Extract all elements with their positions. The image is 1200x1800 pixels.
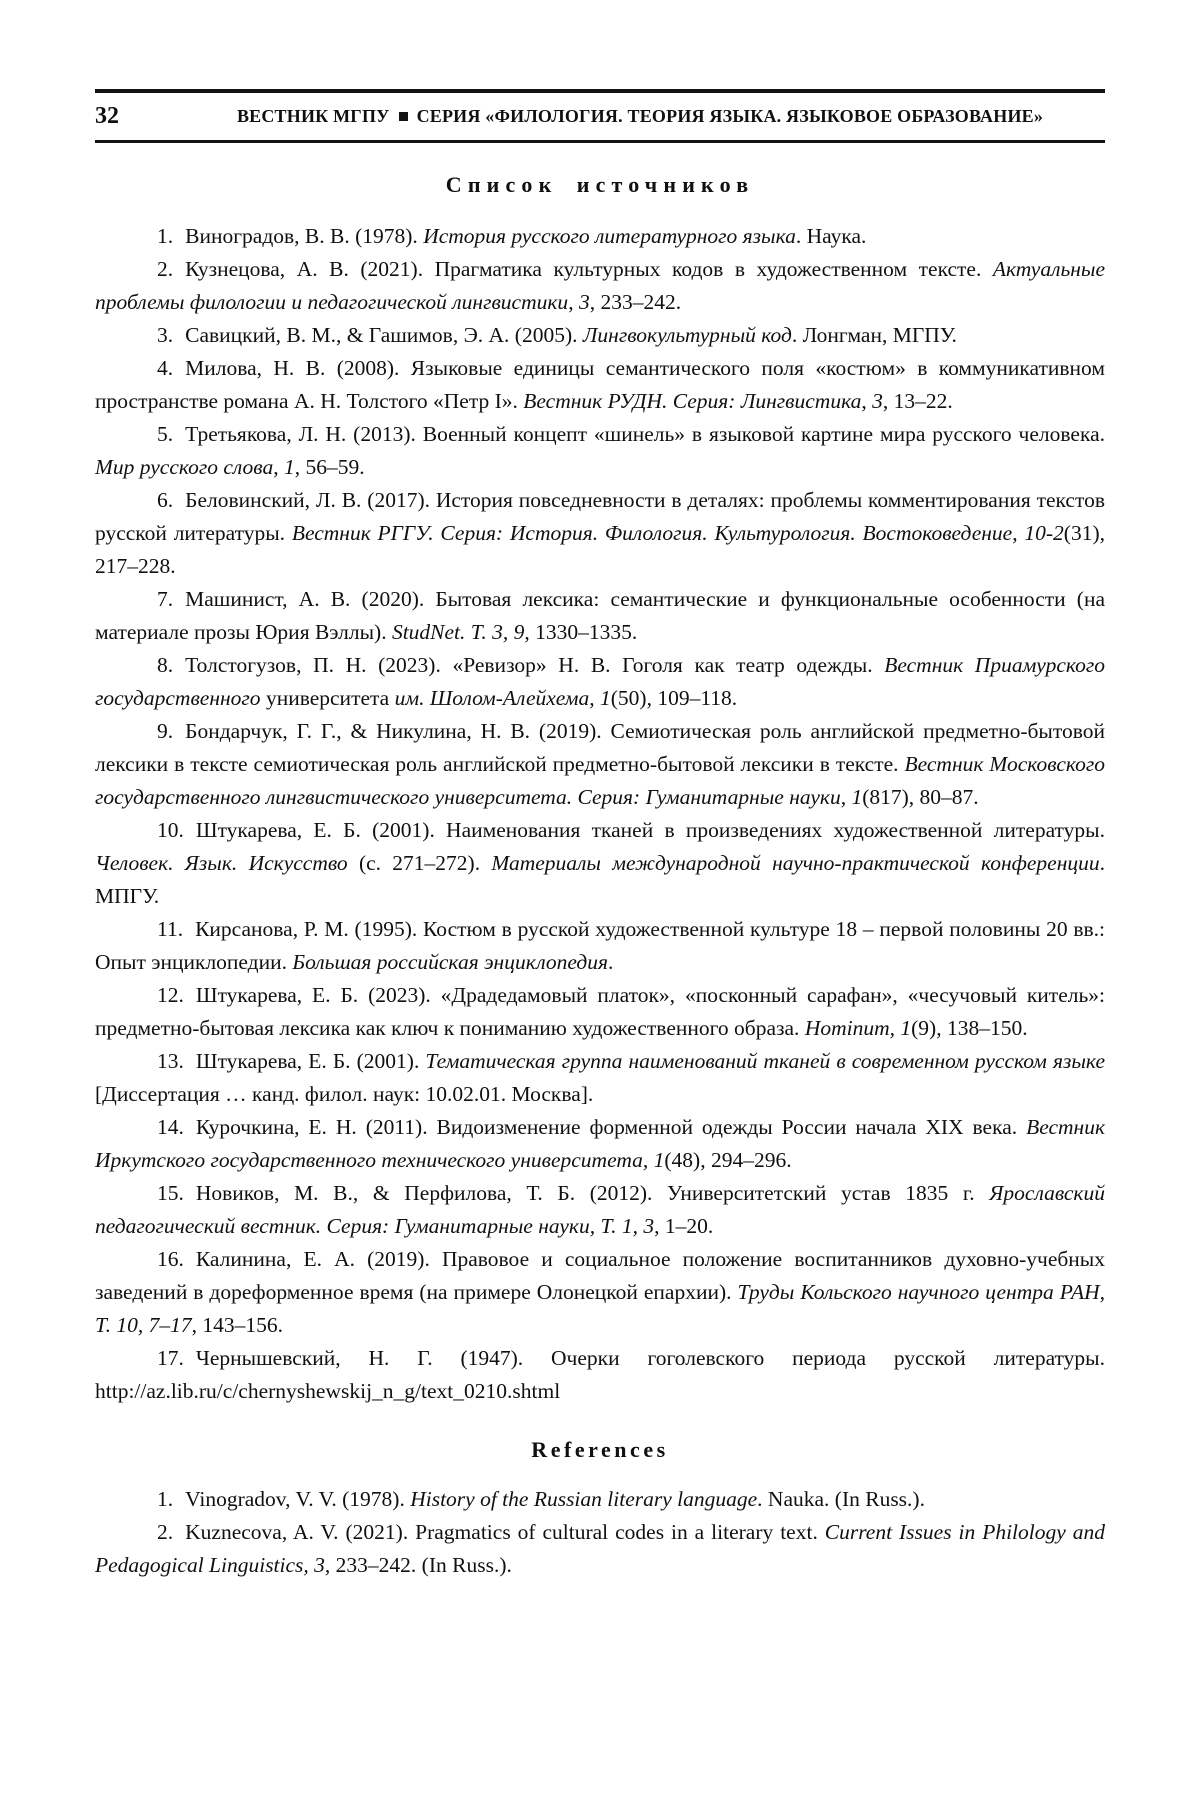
text-run: Ярославский педагогический вестник. Серия: Гуманитарные науки, Т. 1, 3 [95, 1181, 1105, 1238]
text-run: (с. 271–272). [347, 851, 492, 875]
running-header [95, 89, 1105, 143]
text-run: Штукарева, Е. Б. (2023). «Драдедамовый платок», «посконный сарафан», «чесучовый китель»: предметно-бытовая лексика как ключ к пониманию художественного образа. [95, 983, 1105, 1040]
text-run: , 13–22. [882, 389, 953, 413]
reference-item [95, 1516, 1105, 1582]
reference-item [95, 1045, 1105, 1111]
reference-item [95, 352, 1105, 418]
text-run: Актуальные проблемы филологии и педагогической лингвистики [95, 257, 1105, 314]
reference-item [95, 1111, 1105, 1177]
journal-name: ВЕСТНИК МГПУ [236, 106, 390, 126]
text-run: История русского литературного языка [423, 224, 796, 248]
reference-number: 1. [157, 1487, 174, 1511]
text-run: Current Issues in Philology and Pedagogical Linguistics, 3 [95, 1520, 1105, 1577]
text-run: (48), 294–296. [664, 1148, 792, 1172]
text-run: (31), 217–228. [95, 521, 1105, 578]
reference-item [95, 913, 1105, 979]
text-run: , 233–242. (In Russ.). [324, 1553, 512, 1577]
reference-item [95, 715, 1105, 814]
text-run: , 233–242. [589, 290, 682, 314]
text-run: Штукарева, Е. Б. (2001). [195, 1049, 426, 1073]
text-run: Курочкина, Е. Н. (2011). Видоизменение форменной одежды России начала XIX века. [195, 1115, 1027, 1139]
reference-number: 9. [157, 719, 174, 743]
text-run: [Диссертация … канд. филол. наук: 10.02.01. Москва]. [95, 1082, 594, 1106]
text-run: . Nauka. (In Russ.). [757, 1487, 925, 1511]
reference-number: 16. [157, 1247, 184, 1271]
reference-number: 7. [157, 587, 174, 611]
text-run: Виноградов, В. В. (1978). [185, 224, 424, 248]
text-run: Материалы международной научно-практической конференции [491, 851, 1100, 875]
text-run: Вестник РУДН. Серия: Лингвистика [523, 389, 862, 413]
text-run: университета [265, 686, 395, 710]
text-run: Бондарчук, Г. Г., & Никулина, Н. В. (2019). Семиотическая роль английской предметно-бытовой лексики в тексте семиотическая роль английской предметно-бытовой лексики в тексте. [95, 719, 1105, 776]
reference-number: 2. [157, 257, 174, 281]
reference-number: 11. [157, 917, 184, 941]
reference-number: 1. [157, 224, 174, 248]
reference-item [95, 814, 1105, 913]
reference-item [95, 1243, 1105, 1342]
page-content [95, 89, 1105, 1582]
text-run: Тематическая группа наименований тканей в современном русском языке [425, 1049, 1105, 1073]
reference-item [95, 319, 1105, 352]
reference-number: 4. [157, 356, 174, 380]
text-run: , [1012, 521, 1025, 545]
reference-item [95, 484, 1105, 583]
text-run: . Наука. [795, 224, 867, 248]
text-run: Савицкий, В. М., & Гашимов, Э. А. (2005). [185, 323, 583, 347]
text-run: Лингвокультурный код [582, 323, 792, 347]
sources-heading: Список источников [445, 172, 755, 197]
text-run: Машинист, А. В. (2020). Бытовая лексика: семантические и функциональные особенности (на материале прозы Юрия Вэллы). [95, 587, 1105, 644]
reference-item [95, 253, 1105, 319]
reference-item [95, 220, 1105, 253]
reference-item [95, 979, 1105, 1045]
text-run: Чернышевский, Н. Г. (1947). Очерки гоголевского периода русской литературы. [195, 1346, 1105, 1370]
square-bullet-icon [399, 112, 408, 121]
sources-list [95, 220, 1105, 1408]
text-run: 10-2 [1024, 521, 1064, 545]
reference-item [95, 1342, 1105, 1408]
reference-number: 10. [157, 818, 184, 842]
text-run: (50), 109–118. [610, 686, 738, 710]
reference-number: 13. [157, 1049, 184, 1073]
text-run: Мир русского слова [95, 455, 274, 479]
reference-item [95, 649, 1105, 715]
text-run: Кузнецова, А. В. (2021). Прагматика культурных кодов в художественном тексте. [185, 257, 993, 281]
references-list [95, 1483, 1105, 1582]
text-run: (9), 138–150. [911, 1016, 1028, 1040]
reference-number: 14. [157, 1115, 184, 1139]
reference-number: 8. [157, 653, 174, 677]
text-run: Кирсанова, Р. М. (1995). Костюм в русской художественной культуре 18 – первой половины 20 вв.: Опыт энциклопедии. [95, 917, 1105, 974]
text-run: . МПГУ. [95, 851, 1106, 908]
text-run: Третьякова, Л. Н. (2013). Военный концепт «шинель» в языковой картине мира русского человека. [185, 422, 1105, 446]
references-heading: References [531, 1437, 669, 1462]
text-run: , 1–20. [654, 1214, 714, 1238]
text-run: . Лонгман, МГПУ. [791, 323, 957, 347]
text-run: Kuznecova, A. V. (2021). Pragmatics of cultural codes in a literary text. [185, 1520, 825, 1544]
reference-number: 2. [157, 1520, 174, 1544]
text-run: Вестник РГГУ. Серия: История. Филология. Культурология. Востоковедение [291, 521, 1013, 545]
text-run: , 1330–1335. [524, 620, 638, 644]
text-run: . [607, 950, 614, 974]
reference-url: http://az.lib.ru/c/chernyshewskij_n_g/text_0210.shtml [95, 1379, 561, 1403]
series-name: СЕРИЯ «ФИЛОЛОГИЯ. ТЕОРИЯ ЯЗЫКА. ЯЗЫКОВОЕ ОБРАЗОВАНИЕ» [416, 106, 1044, 126]
reference-item [95, 583, 1105, 649]
text-run: Большая российская энциклопедия [292, 950, 608, 974]
text-run: Толстогузов, П. Н. (2023). «Ревизор» Н. В. Гоголя как театр одежды. [185, 653, 885, 677]
text-run: Беловинский, Л. В. (2017). История повседневности в деталях: проблемы комментирования текстов русской литературы. [95, 488, 1105, 545]
text-run: Калинина, Е. А. (2019). Правовое и социальное положение воспитанников духовно-учебных заведений в дореформенное время (на примере Олонецкой епархии). [95, 1247, 1105, 1304]
reference-number: 12. [157, 983, 184, 1007]
text-run: Вестник Приамурского государственного [95, 653, 1105, 710]
text-run: , [861, 389, 873, 413]
text-run: 1 [284, 455, 295, 479]
text-run: Человек. Язык. Искусство [95, 851, 348, 875]
text-run: , 56–59. [294, 455, 365, 479]
reference-number: 15. [157, 1181, 184, 1205]
reference-item [95, 418, 1105, 484]
text-run: Милова, Н. В. (2008). Языковые единицы семантического поля «костюм» в коммуникативном пространстве романа А. Н. Толстого «Петр I». [95, 356, 1105, 413]
reference-item [95, 1483, 1105, 1516]
text-run: History of the Russian literary language [410, 1487, 758, 1511]
reference-item [95, 1177, 1105, 1243]
text-run: Труды Кольского научного центра РАН, Т. 10, 7–17 [95, 1280, 1105, 1337]
text-run: Vinogradov, V. V. (1978). [185, 1487, 411, 1511]
text-run: Hominum, 1 [804, 1016, 912, 1040]
text-run: им. Шолом-Алейхема, 1 [394, 686, 611, 710]
text-run: StudNet. Т. 3, 9 [391, 620, 525, 644]
text-run: (817), 80–87. [862, 785, 979, 809]
reference-number: 6. [157, 488, 174, 512]
text-run: Вестник Московского государственного лингвистического университета. Серия: Гуманитарные науки, 1 [95, 752, 1106, 809]
reference-number: 5. [157, 422, 174, 446]
text-run: Штукарева, Е. Б. (2001). Наименования тканей в произведениях художественной литературы. [195, 818, 1105, 842]
journal-title [175, 106, 1105, 127]
text-run: , 143–156. [191, 1313, 283, 1337]
text-run: , [568, 290, 579, 314]
text-run: 3 [872, 389, 883, 413]
reference-number: 3. [157, 323, 174, 347]
text-run: 3 [578, 290, 590, 314]
text-run: Вестник Иркутского государственного технического университета, 1 [95, 1115, 1105, 1172]
text-run: Новиков, М. В., & Перфилова, Т. Б. (2012). Университетский устав 1835 г. [195, 1181, 990, 1205]
page-number: 32 [95, 103, 119, 129]
reference-number: 17. [157, 1346, 184, 1370]
text-run: , [273, 455, 284, 479]
